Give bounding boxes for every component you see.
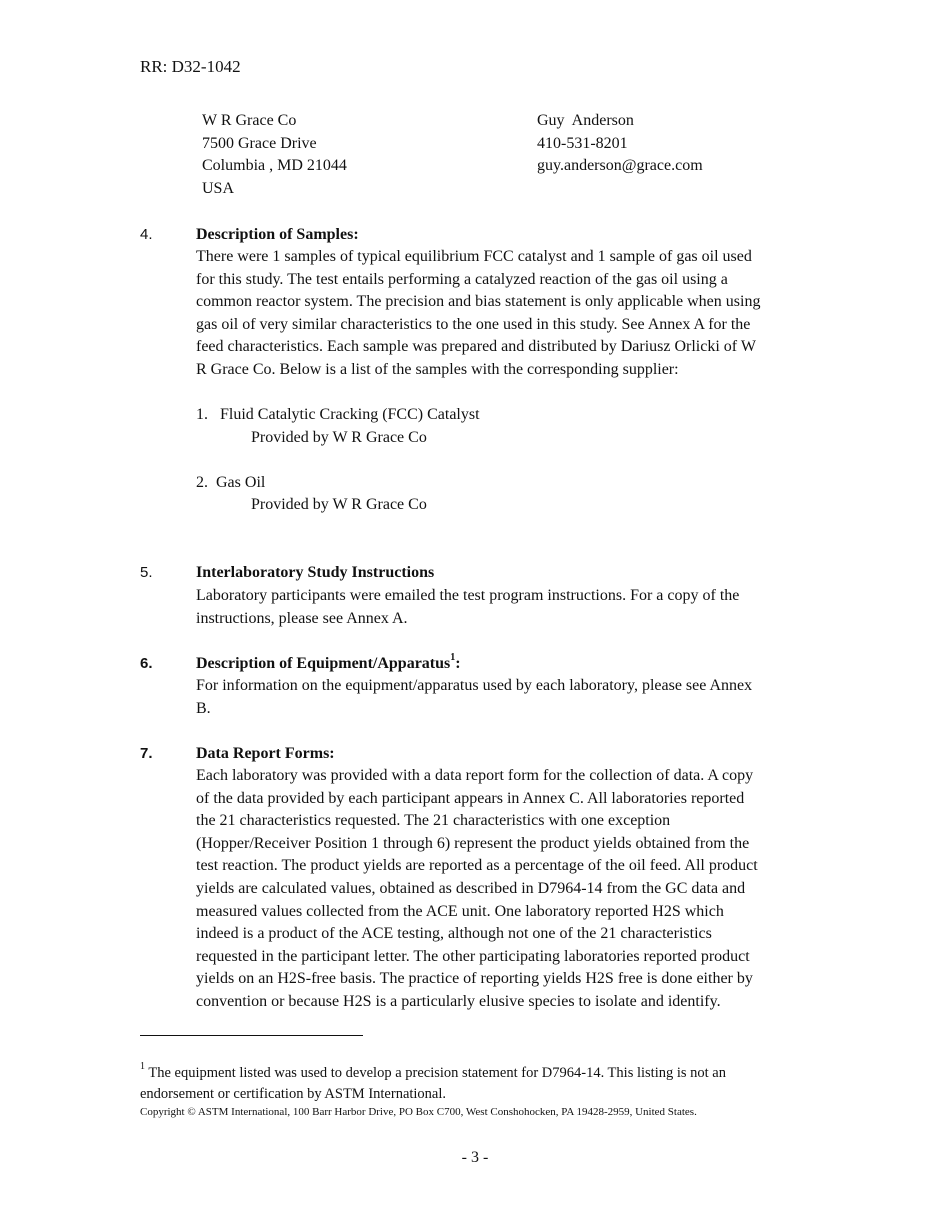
body-line: indeed is a product of the ACE testing, although not one of the 21 characteristics xyxy=(196,925,712,943)
body-line: convention or because H2S is a particularly elusive species to isolate and identify. xyxy=(196,992,721,1010)
section-title: Description of Samples: xyxy=(196,226,359,243)
street-address: 7500 Grace Drive xyxy=(202,135,317,152)
body-line: For information on the equipment/apparatus used by each laboratory, please see Annex xyxy=(196,677,753,694)
body-line: measured values collected from the ACE unit. One laboratory reported H2S which xyxy=(196,902,724,920)
sample-item-label: 1. Fluid Catalytic Cracking (FCC) Catalyst xyxy=(196,406,480,423)
body-line: instructions, please see Annex A. xyxy=(196,609,408,627)
section-body xyxy=(196,585,826,630)
sample-item-provider: Provided by W R Grace Co xyxy=(251,496,427,513)
body-line: of the data provided by each participant appears in Annex C. All laboratories reported xyxy=(196,789,745,807)
body-line: feed characteristics. Each sample was prepared and distributed by Dariusz Orlicki of W xyxy=(196,338,756,356)
company-name: W R Grace Co xyxy=(202,112,297,129)
body-line: There were 1 samples of typical equilibrium FCC catalyst and 1 sample of gas oil used xyxy=(196,248,752,265)
section-title-text: Description of Equipment/Apparatus xyxy=(196,655,451,672)
footnote-ref: 1 xyxy=(450,651,456,663)
sample-item-provider: Provided by W R Grace Co xyxy=(251,429,427,446)
section-title xyxy=(196,653,461,676)
section-number: 6. xyxy=(140,655,153,672)
contact-name: Guy Anderson xyxy=(537,112,634,129)
body-line: yields are calculated values, obtained as described in D7964-14 from the GC data and xyxy=(196,879,746,897)
footnote-marker: 1 xyxy=(140,1061,145,1073)
footnote-line xyxy=(140,1063,726,1084)
report-id: RR: D32-1042 xyxy=(140,57,241,76)
contact-email[interactable]: guy.anderson@grace.com xyxy=(537,157,703,174)
city-state-zip: Columbia , MD 21044 xyxy=(202,157,347,174)
body-line: (Hopper/Receiver Position 1 through 6) represent the product yields obtained from the xyxy=(196,834,750,852)
footnote-divider xyxy=(140,1035,363,1036)
section-number: 5. xyxy=(140,564,153,581)
body-line: Each laboratory was provided with a data report form for the collection of data. A copy xyxy=(196,767,754,784)
footnote-line: endorsement or certification by ASTM International. xyxy=(140,1086,447,1102)
section-body xyxy=(196,246,826,382)
copyright-notice: Copyright © ASTM International, 100 Barr Harbor Drive, PO Box C700, West Conshohocken, PA 19428-2959, United States. xyxy=(140,1106,697,1118)
body-line: the 21 characteristics requested. The 21 characteristics with one exception xyxy=(196,812,671,830)
body-line: requested in the participant letter. The other participating laboratories reported product xyxy=(196,947,750,965)
body-line: yields on an H2S-free basis. The practice of reporting yields H2S free is done either by xyxy=(196,970,753,988)
body-line: common reactor system. The precision and bias statement is only applicable when using xyxy=(196,293,761,311)
page-number: - 3 - xyxy=(461,1149,489,1166)
section-title: Data Report Forms: xyxy=(196,745,335,762)
body-line: test reaction. The product yields are reported as a percentage of the oil feed. All product xyxy=(196,857,758,875)
contact-phone: 410-531-8201 xyxy=(537,135,628,152)
section-number: 7. xyxy=(140,745,153,762)
country: USA xyxy=(202,180,235,197)
sample-item-label: 2. Gas Oil xyxy=(196,474,266,491)
section-body xyxy=(196,765,826,1014)
body-line: B. xyxy=(196,699,211,717)
body-line: for this study. The test entails performing a catalyzed reaction of the gas oil using a xyxy=(196,270,728,288)
body-line: gas oil of very similar characteristics to the one used in this study. See Annex A for the xyxy=(196,315,751,333)
section-body xyxy=(196,675,826,720)
section-title: Interlaboratory Study Instructions xyxy=(196,564,435,581)
footnote-text: The equipment listed was used to develop a precision statement for D7964-14. This listing is not an xyxy=(145,1065,726,1081)
section-number: 4. xyxy=(140,226,153,243)
title-suffix: : xyxy=(455,655,461,672)
body-line: Laboratory participants were emailed the test program instructions. For a copy of the xyxy=(196,587,740,604)
body-line: R Grace Co. Below is a list of the samples with the corresponding supplier: xyxy=(196,360,679,378)
